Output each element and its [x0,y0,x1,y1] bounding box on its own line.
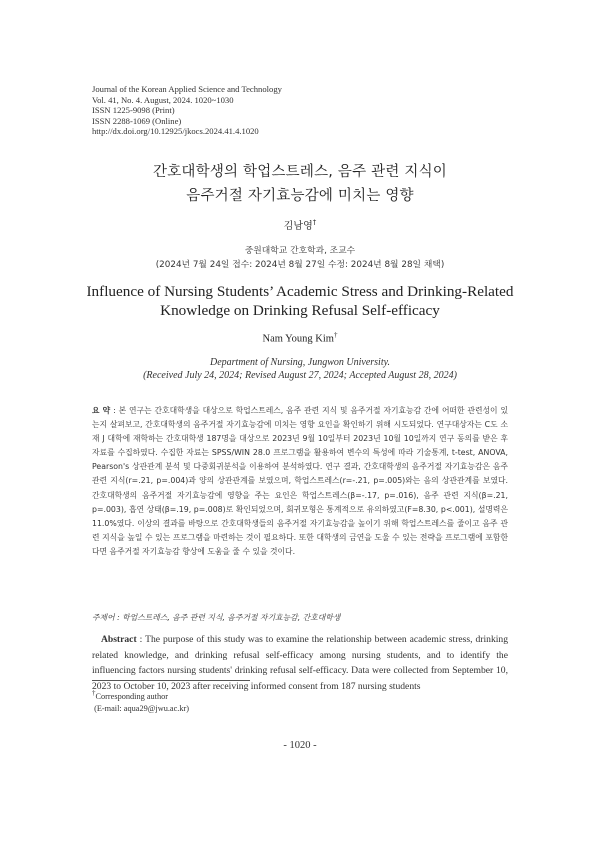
corresponding-mark: † [333,331,338,339]
footnote-email: (E-mail: aqua29@jwu.ac.kr) [94,704,190,714]
title-korean-line2: 음주거절 자기효능감에 미치는 영향 [186,188,414,204]
title-english-line2: Knowledge on Drinking Refusal Self-efficacy [160,301,440,319]
title-english [0,283,600,320]
footnote [92,688,189,716]
title-korean-line1: 간호대학생의 학업스트레스, 음주 관련 지식이 [153,164,447,180]
abstract-korean [92,404,508,559]
footnote-divider [92,680,250,681]
journal-volume: Vol. 41, No. 4. August, 2024. 1020~1030 [92,94,234,105]
abstract-english-label: Abstract [100,634,137,645]
affiliation-english-dates: (Received July 24, 2024; Revised August 27, 2024; Accepted August 28, 2024) [143,370,457,381]
corresponding-mark: † [312,218,317,227]
affiliation-english [0,356,600,382]
footnote-mark: † [92,690,96,697]
journal-name: Journal of the Korean Applied Science and Technology [92,84,282,94]
abstract-english-text: : The purpose of this study was to examine the relationship between academic stress, drinking related knowledge, and drinking refusal self-efficacy among nursing students, and to identify the influencing factors nursing students' drinking refusal self-efficacy. Data were collected from September 10, 2023 to October 10, 2023 after receiving informed consent from 187 nursing students [92,634,508,692]
author-english [0,331,600,345]
author-korean-name: 김남영 [283,221,313,232]
footnote-corresponding: Corresponding author [95,691,169,701]
journal-header [92,84,282,137]
page-number: - 1020 - [283,740,317,751]
journal-issn-online: ISSN 2288-1069 (Online) [92,115,182,126]
abstract-korean-label: 요 약 [92,406,111,415]
affiliation-korean [0,245,600,272]
author-korean [0,217,600,232]
journal-issn-print: ISSN 1225-9098 (Print) [92,105,175,116]
keywords-korean: 주제어 : 학업스트레스, 음주 관련 지식, 음주거절 자기효능감, 간호대학생 [92,613,341,622]
journal-doi[interactable]: http://dx.doi.org/10.12925/jkocs.2024.41.4.1020 [92,126,259,137]
author-english-name: Nam Young Kim [262,333,334,345]
title-english-line1: Influence of Nursing Students’ Academic Stress and Drinking-Related [86,283,514,300]
affiliation-korean-dept: 중원대학교 간호학과, 조교수 [244,246,356,256]
abstract-english [92,632,508,694]
abstract-korean-text: : 본 연구는 간호대학생을 대상으로 학업스트레스, 음주 관련 지식 및 음주거절 자기효능감 간에 어떠한 관련성이 있는지 살펴보고, 간호대학생의 음주거절 자기효능감에 미치는 영향 요인을 확인하기 위해 시도되었다. 연구대상자는 C도 소재 J 대학에 재학하는 간호대학생 187명을 대상으로 2023년 9월 10일부터 2023년 10월 10일까지 연구 동의를 받은 후 자료를 수집하였다. 수집한 자료는 SPSS/WIN 28.0 프로그램을 활용하여 변수의 특성에 따라 기술통계, t-test, ANOVA, Pearson's 상관관계 분석 및 다중회귀분석을 이용하여 분석하였다. 연구 결과, 간호대학생의 음주거절 자기효능감은 음주 관련 지식(r=.21, p=.004)과 양의 상관관계를 보였으며, 학업스트레스(r=-.21, p=.005)와는 음의 상관관계를 보였다. 간호대학생의 음주거절 자기효능감에 영향을 주는 요인은 학업스트레스(β=-.17, p=.016), 음주 관련 지식(β=.21, p=.003), 흡연 상태(β=.19, p=.008)로 확인되었으며, 회귀모형은 통계적으로 유의하였고(F=8.30, p<.001), 설명력은 11.0%였다. 이상의 결과를 바탕으로 간호대학생들의 음주거절 자기효능감을 높이기 위해 학업스트레스를 줄이고 음주 관련 지식을 높일 수 있는 프로그램을 마련하는 것이 필요하다. 또한 대학생의 금연을 도울 수 있는 전략을 프로그램에 포함한다면 음주거절 자기효능감 향상에 도움을 줄 수 있을 것이다. [92,406,508,556]
affiliation-english-dept: Department of Nursing, Jungwon University. [210,357,390,368]
title-korean [0,160,600,208]
affiliation-korean-dates: (2024년 7월 24일 접수: 2024년 8월 27일 수정: 2024년 8월 28일 채택) [155,259,445,270]
